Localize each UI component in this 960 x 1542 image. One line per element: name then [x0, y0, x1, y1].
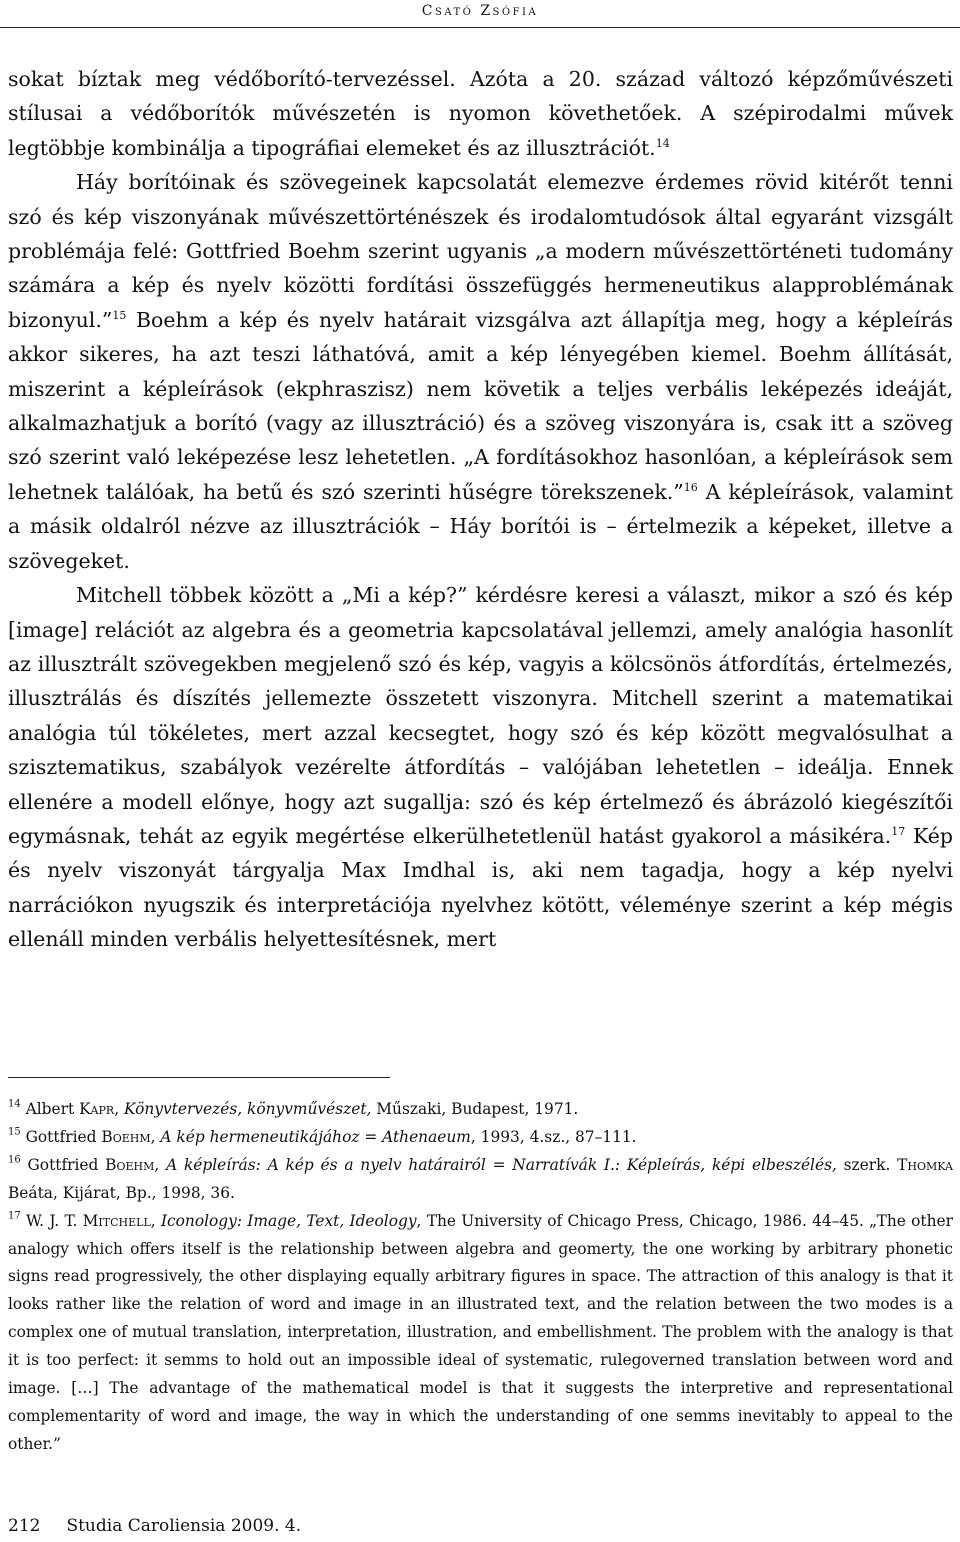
text-run: , — [154, 1155, 167, 1174]
paragraph — [8, 578, 953, 956]
journal-title: Studia Caroliensia 2009. 4. — [66, 1516, 302, 1536]
footnote-reference: 15 — [112, 308, 127, 322]
footnote-reference: 17 — [891, 824, 906, 838]
italic-title: A képleírás: A kép és a nyelv határairól = Narratívák I.: Képleírás, képi elbeszélés, — [166, 1155, 837, 1174]
paragraph — [8, 165, 953, 578]
text-run: , 1993, 4.sz., 87–111. — [470, 1127, 637, 1146]
footnote — [8, 1208, 953, 1459]
running-head — [0, 0, 960, 28]
text-run: Gottfried — [20, 1155, 106, 1174]
footnote-number: 17 — [8, 1210, 21, 1222]
text-run: Műszaki, Budapest, 1971. — [371, 1100, 579, 1118]
text-run: Boehm a kép és nyelv határait vizsgálva azt állapítja meg, hogy a képleírás akkor sikeres, ha azt teszi láthatóvá, amit a kép lényegében kiemel. Boehm állítását, miszerint a képleírások (ekphraszisz) nem követik a teljes verbális leképezés ideáját, alkalmazhatjuk a borító (vagy az illusztráció) és a szöveg viszonyára is, csak itt a szöveg szó szerint való leképezése lesz lehetetlen. „A fordításokhoz hasonlóan, a képleírások sem lehetnek találóak, ha betű és szó szerinti hűségre törekszenek.” — [8, 307, 953, 504]
author-surname: Boehm — [105, 1155, 155, 1174]
text-run: Beáta, Kijárat, Bp., 1998, 36. — [8, 1183, 235, 1202]
italic-title: Könyvtervezés, könyvművészet, — [124, 1100, 372, 1118]
page-footer — [8, 1514, 301, 1538]
paragraph — [8, 62, 953, 165]
text-run: Mitchell többek között a „Mi a kép?” kérdésre keresi a választ, mikor a szó és kép [image] relációt az algebra és a geometria kapcsolatával jellemzi, amely analógia hasonlít az illusztrált szövegekben megjelenő szó és kép, vagyis a kölcsönös átfordítás, értelmezés, illusztrálás és díszítés jellemezte összetett viszonyra. Mitchell szerint a matematikai analógia túl tökéletes, mert azzal kecsegtet, hogy szó és kép között megvalósulhat a szisztematikus, szabályok vezérelte átfordítás – valójában lehetetlen – ideálja. Ennek ellenére a modell előnye, hogy azt sugallja: szó és kép értelmező és ábrázoló kiegészítői egymásnak, tehát az egyik megértése elkerülhetetlenül hatást gyakorol a másikéra. — [8, 583, 953, 848]
footnote — [8, 1152, 953, 1208]
footnotes — [8, 1096, 953, 1459]
text-run: Gottfried — [20, 1127, 102, 1146]
text-run: , — [150, 1211, 161, 1230]
author-surname: Kapr — [79, 1100, 115, 1118]
footnote-separator — [8, 1077, 390, 1078]
author-surname: Mitchell — [82, 1211, 151, 1230]
footnote-number: 15 — [8, 1126, 21, 1138]
footnote-reference: 16 — [683, 480, 698, 494]
italic-title: Iconology: Image, Text, Ideology — [160, 1211, 417, 1230]
text-run: Albert — [20, 1100, 80, 1118]
body-text — [8, 62, 953, 957]
text-run: , — [150, 1127, 161, 1146]
footnote — [8, 1096, 953, 1124]
footnote-reference: 14 — [655, 136, 670, 150]
text-run: , The University of Chicago Press, Chicago, 1986. 44–45. „The other analogy which offers itself is the relationship between algebra and geomerty, the one working by arbitrary phonetic signs read progressively, the other displaying equally arbitrary figures in space. The attraction of this analogy is that it looks rather like the relation of word and image in an illustrated text, and the relation between the two modes is a complex one of mutual translation, interpretation, illustration, and embellishment. The problem with the analogy is that it is too perfect: it semms to hold out an impossible ideal of systematic, rulegoverned translation between word and image. […] The advantage of the mathematical model is that it suggests the interpretive and representational complementarity of word and image, the way in which the understanding of one semms inevitably to appeal to the other.” — [8, 1211, 953, 1453]
author-surname: Thomka — [897, 1155, 953, 1174]
text-run: , — [114, 1100, 124, 1118]
text-run: Kép és nyelv viszonyát tárgyalja Max Imdhal is, aki nem tagadja, hogy a kép nyelvi narrációkon nyugszik és interpretációja nyelvhez kötött, véleménye szerint a kép mégis ellenáll minden verbális helyettesítésnek, mert — [8, 823, 953, 952]
author-surname: Boehm — [101, 1127, 151, 1146]
footnote-number: 14 — [8, 1098, 21, 1110]
text-run: A képleírások, valamint a másik oldalról nézve az illusztrációk – Háy borítói is – értelmezik a képeket, illetve a szövegeket. — [8, 479, 953, 573]
text-run: W. J. T. — [20, 1211, 83, 1230]
footnote — [8, 1124, 953, 1152]
running-head-author: Csató Zsófia — [421, 3, 539, 19]
italic-title: A kép hermeneutikájához = Athenaeum — [160, 1127, 471, 1146]
text-run: Háy borítóinak és szövegeinek kapcsolatát elemezve érdemes rövid kitérőt tenni szó és kép viszonyának művészettörténészek és irodalomtudósok által egyaránt vizsgált problémája felé: Gottfried Boehm szerint ugyanis „a modern művészettörténeti tudomány számára a kép és nyelv közötti fordítási összefüggés hermeneutikus alapproblémának bizonyul.” — [8, 170, 953, 332]
text-run: szerk. — [836, 1155, 898, 1174]
footnote-number: 16 — [8, 1154, 21, 1166]
text-run: sokat bíztak meg védőborító-tervezéssel. Azóta a 20. század változó képzőművészeti stílusai a védőborítók művészetén is nyomon követhetőek. A szépirodalmi művek legtöbbje kombinálja a tipográfiai elemeket és az illusztrációt. — [8, 67, 953, 160]
page-number: 212 — [8, 1516, 41, 1536]
